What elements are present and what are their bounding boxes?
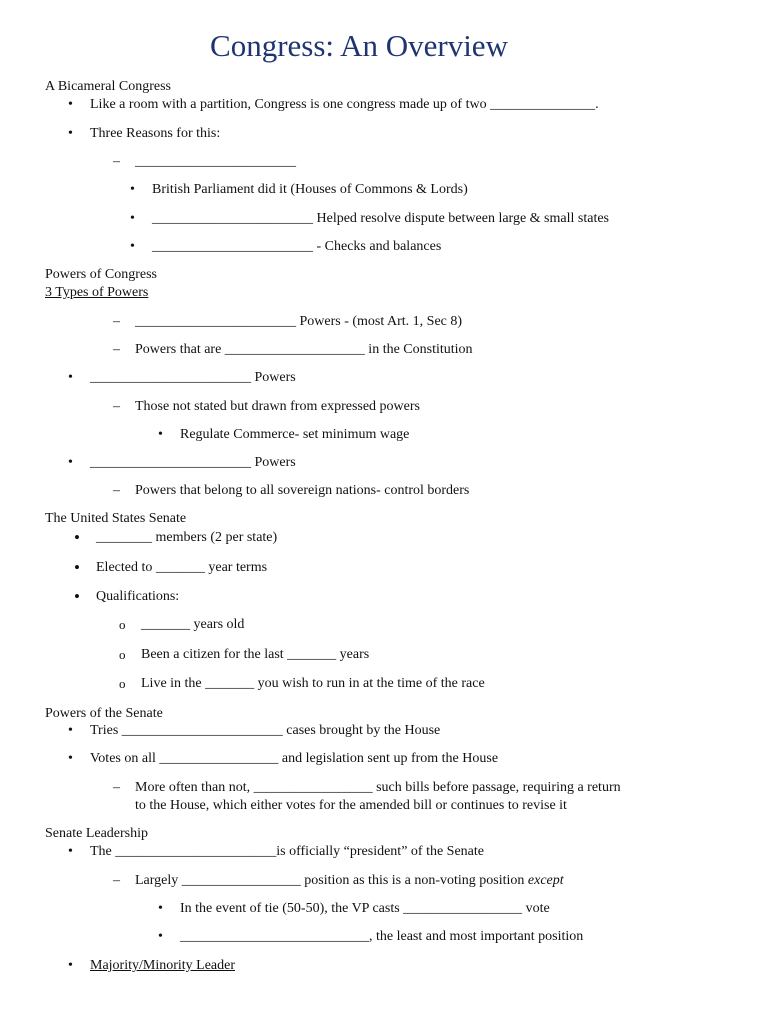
section-subheading: 3 Types of Powers	[45, 285, 149, 300]
list-item: – Powers that belong to all sovereign nations- control borders	[135, 482, 469, 500]
list-item	[135, 872, 564, 890]
list-item: o _______ years old	[141, 616, 244, 634]
list-item: • _______________________ Powers	[90, 369, 296, 387]
list-item: • Votes on all _________________ and legislation sent up from the House	[90, 750, 498, 768]
list-item: • Regulate Commerce- set minimum wage	[180, 426, 409, 444]
list-item: • Three Reasons for this:	[90, 125, 220, 143]
emphasis-text: except	[527, 873, 564, 888]
list-item: • _______________________ Powers	[90, 454, 296, 472]
list-item: • ________ members (2 per state)	[96, 529, 277, 547]
list-item: o Live in the _______ you wish to run in at the time of the race	[141, 675, 485, 693]
list-item: – More often than not, _________________ such bills before passage, requiring a return	[135, 779, 621, 797]
list-item: • Majority/Minority Leader	[90, 957, 235, 975]
section-heading-bicameral: A Bicameral Congress	[45, 79, 171, 94]
section-heading-senate-powers: Powers of the Senate	[45, 706, 163, 721]
list-item: • Tries _______________________ cases brought by the House	[90, 722, 440, 740]
list-item: • _______________________ Helped resolve dispute between large & small states	[152, 210, 609, 228]
list-item: o Been a citizen for the last _______ years	[141, 646, 369, 664]
section-heading-leadership: Senate Leadership	[45, 826, 149, 841]
list-item: – Powers that are ____________________ in the Constitution	[135, 341, 473, 359]
section-heading-senate: The United States Senate	[45, 511, 187, 526]
list-item: • The _______________________is officially “president” of the Senate	[90, 843, 484, 861]
list-item: – Those not stated but drawn from expressed powers	[135, 398, 420, 416]
list-item-continuation: to the House, which either votes for the amended bill or continues to revise it	[135, 798, 567, 813]
page-title: Congress: An Overview	[210, 28, 508, 63]
list-item: • Qualifications:	[96, 588, 179, 606]
list-item: • Like a room with a partition, Congress is one congress made up of two _______________.	[90, 96, 599, 114]
list-item: • ___________________________, the least and most important position	[180, 928, 583, 946]
list-item: – _______________________	[135, 153, 296, 171]
list-item: • Elected to _______ year terms	[96, 559, 267, 577]
list-item: – _______________________ Powers - (most Art. 1, Sec 8)	[135, 313, 462, 331]
section-heading-powers: Powers of Congress	[45, 267, 157, 282]
list-item-text: Largely _________________ position as this is a non-voting position	[135, 873, 528, 888]
list-item: • _______________________ - Checks and balances	[152, 238, 441, 256]
list-item: • In the event of tie (50-50), the VP casts _________________ vote	[180, 900, 550, 918]
list-item: • British Parliament did it (Houses of Commons & Lords)	[152, 181, 468, 199]
